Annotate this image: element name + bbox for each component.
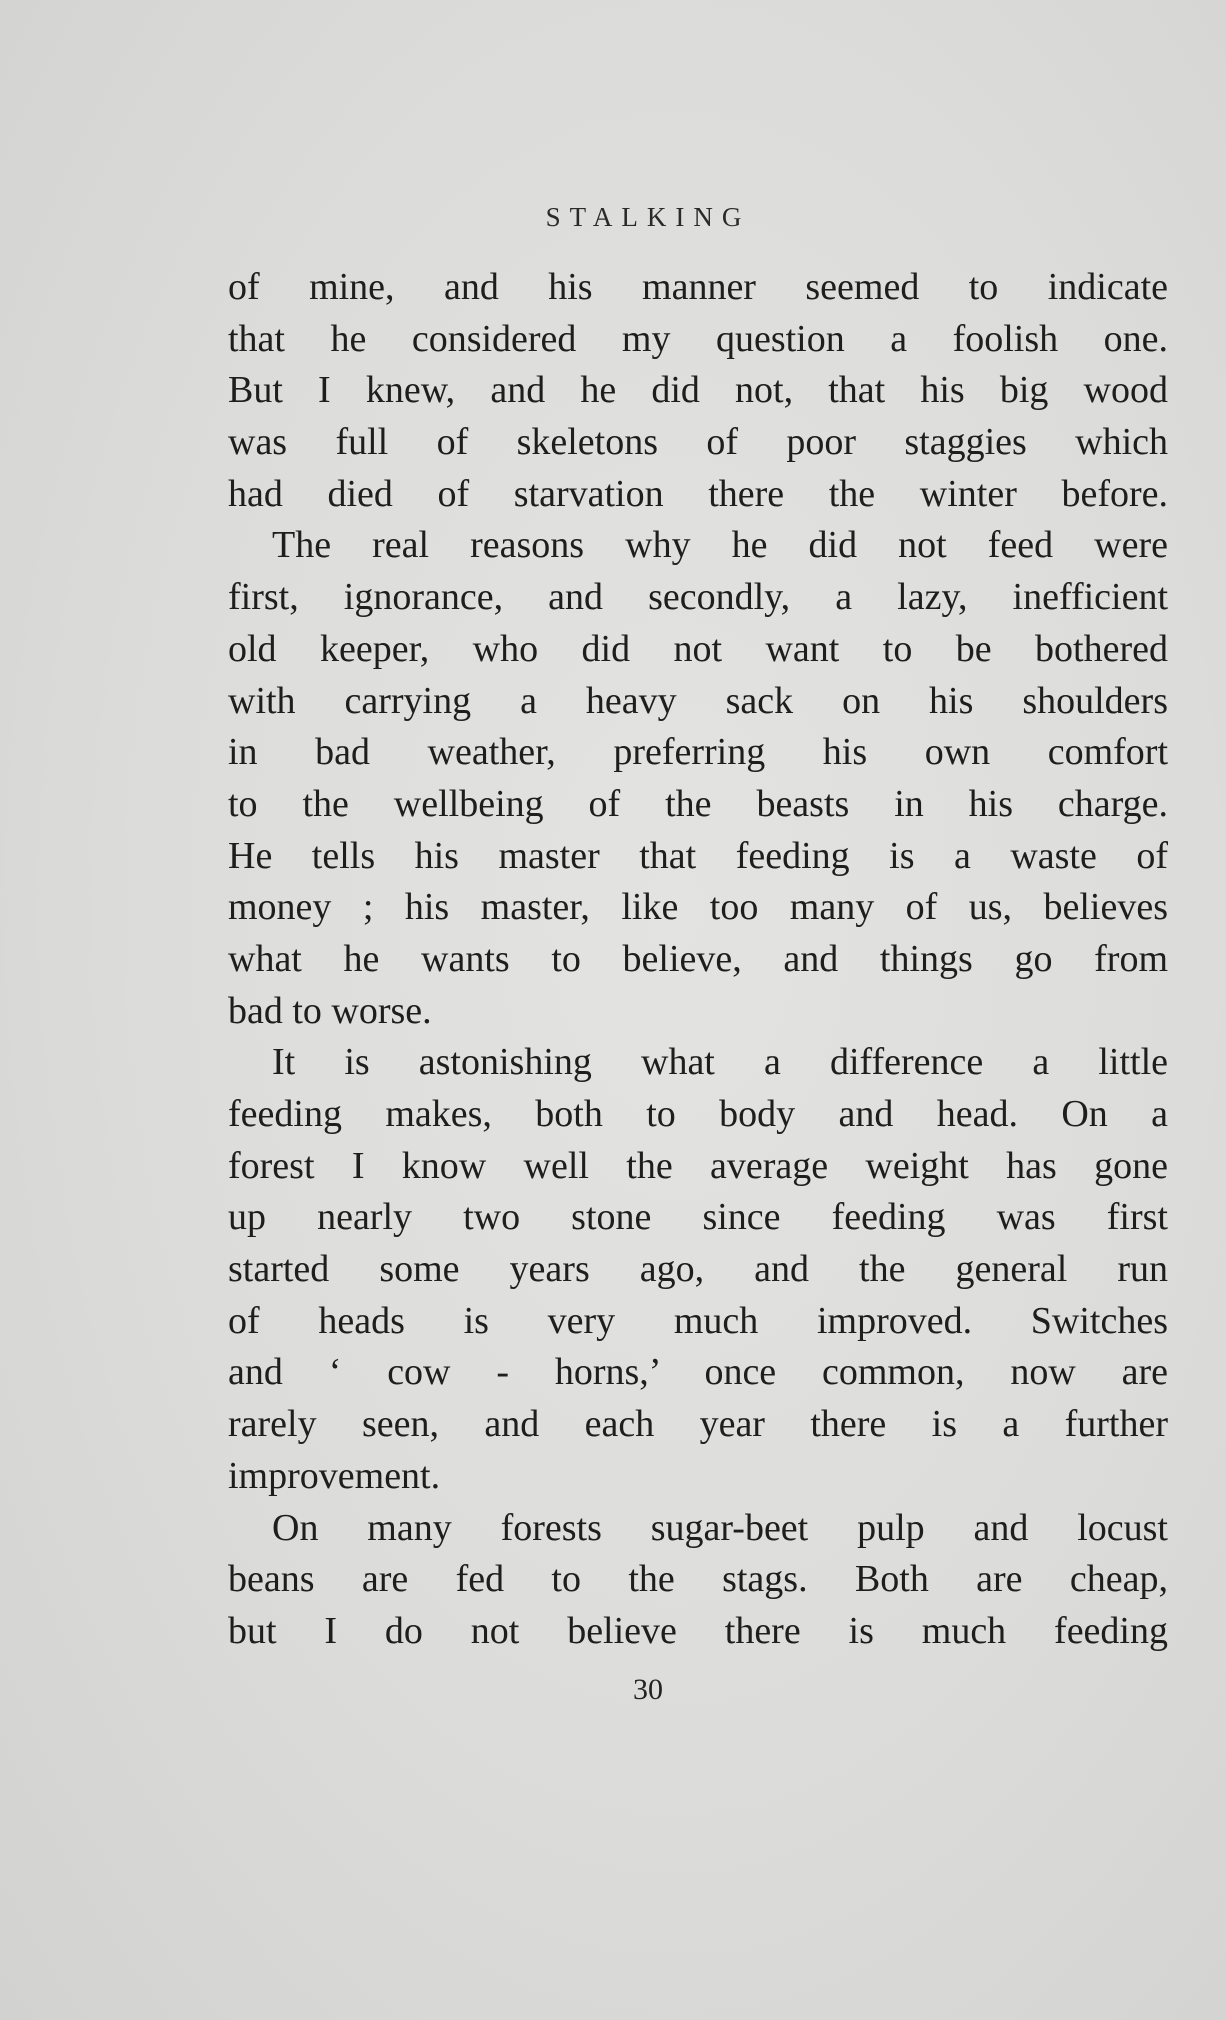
text-line: On many forests sugar-beet pulp and locust xyxy=(272,1506,1168,1549)
text-line: old keeper, who did not want to be bothered xyxy=(228,627,1168,670)
text-line: feeding makes, both to body and head. On a xyxy=(228,1093,1168,1135)
text-line: what he wants to believe, and things go from xyxy=(228,937,1168,980)
text-line: It is astonishing what a difference a little xyxy=(272,1041,1168,1084)
running-head: STALKING xyxy=(545,202,751,232)
body-text xyxy=(228,262,1168,1658)
text-line: But I knew, and he did not, that his big wood xyxy=(228,369,1168,412)
text-line: and ‘ cow - horns,’ once common, now are xyxy=(228,1351,1168,1394)
text-line: improvement. xyxy=(228,1454,441,1497)
text-line: in bad weather, preferring his own comfort xyxy=(228,731,1168,774)
page-number: 30 xyxy=(633,1673,663,1706)
text-line: was full of skeletons of poor staggies which xyxy=(228,421,1168,464)
text-line: had died of starvation there the winter before. xyxy=(228,472,1168,515)
text-line: of mine, and his manner seemed to indicate xyxy=(228,266,1168,308)
text-line: beans are fed to the stags. Both are cheap, xyxy=(228,1558,1168,1601)
text-line: rarely seen, and each year there is a further xyxy=(228,1403,1168,1446)
text-line: money ; his master, like too many of us, believes xyxy=(228,886,1168,929)
text-line: forest I know well the average weight has gone xyxy=(228,1144,1168,1187)
text-line: to the wellbeing of the beasts in his charge. xyxy=(228,782,1168,825)
text-line: with carrying a heavy sack on his shoulders xyxy=(228,679,1168,722)
text-line: The real reasons why he did not feed were xyxy=(272,524,1168,567)
text-line: but I do not believe there is much feeding xyxy=(228,1609,1168,1652)
text-line: He tells his master that feeding is a waste of xyxy=(228,834,1168,877)
text-line: bad to worse. xyxy=(228,989,432,1032)
text-line: started some years ago, and the general run xyxy=(228,1248,1168,1291)
text-line: up nearly two stone since feeding was first xyxy=(228,1196,1168,1239)
text-line: first, ignorance, and secondly, a lazy, inefficient xyxy=(228,576,1168,619)
text-line: of heads is very much improved. Switches xyxy=(228,1299,1168,1342)
text-line: that he considered my question a foolish one. xyxy=(228,317,1168,360)
